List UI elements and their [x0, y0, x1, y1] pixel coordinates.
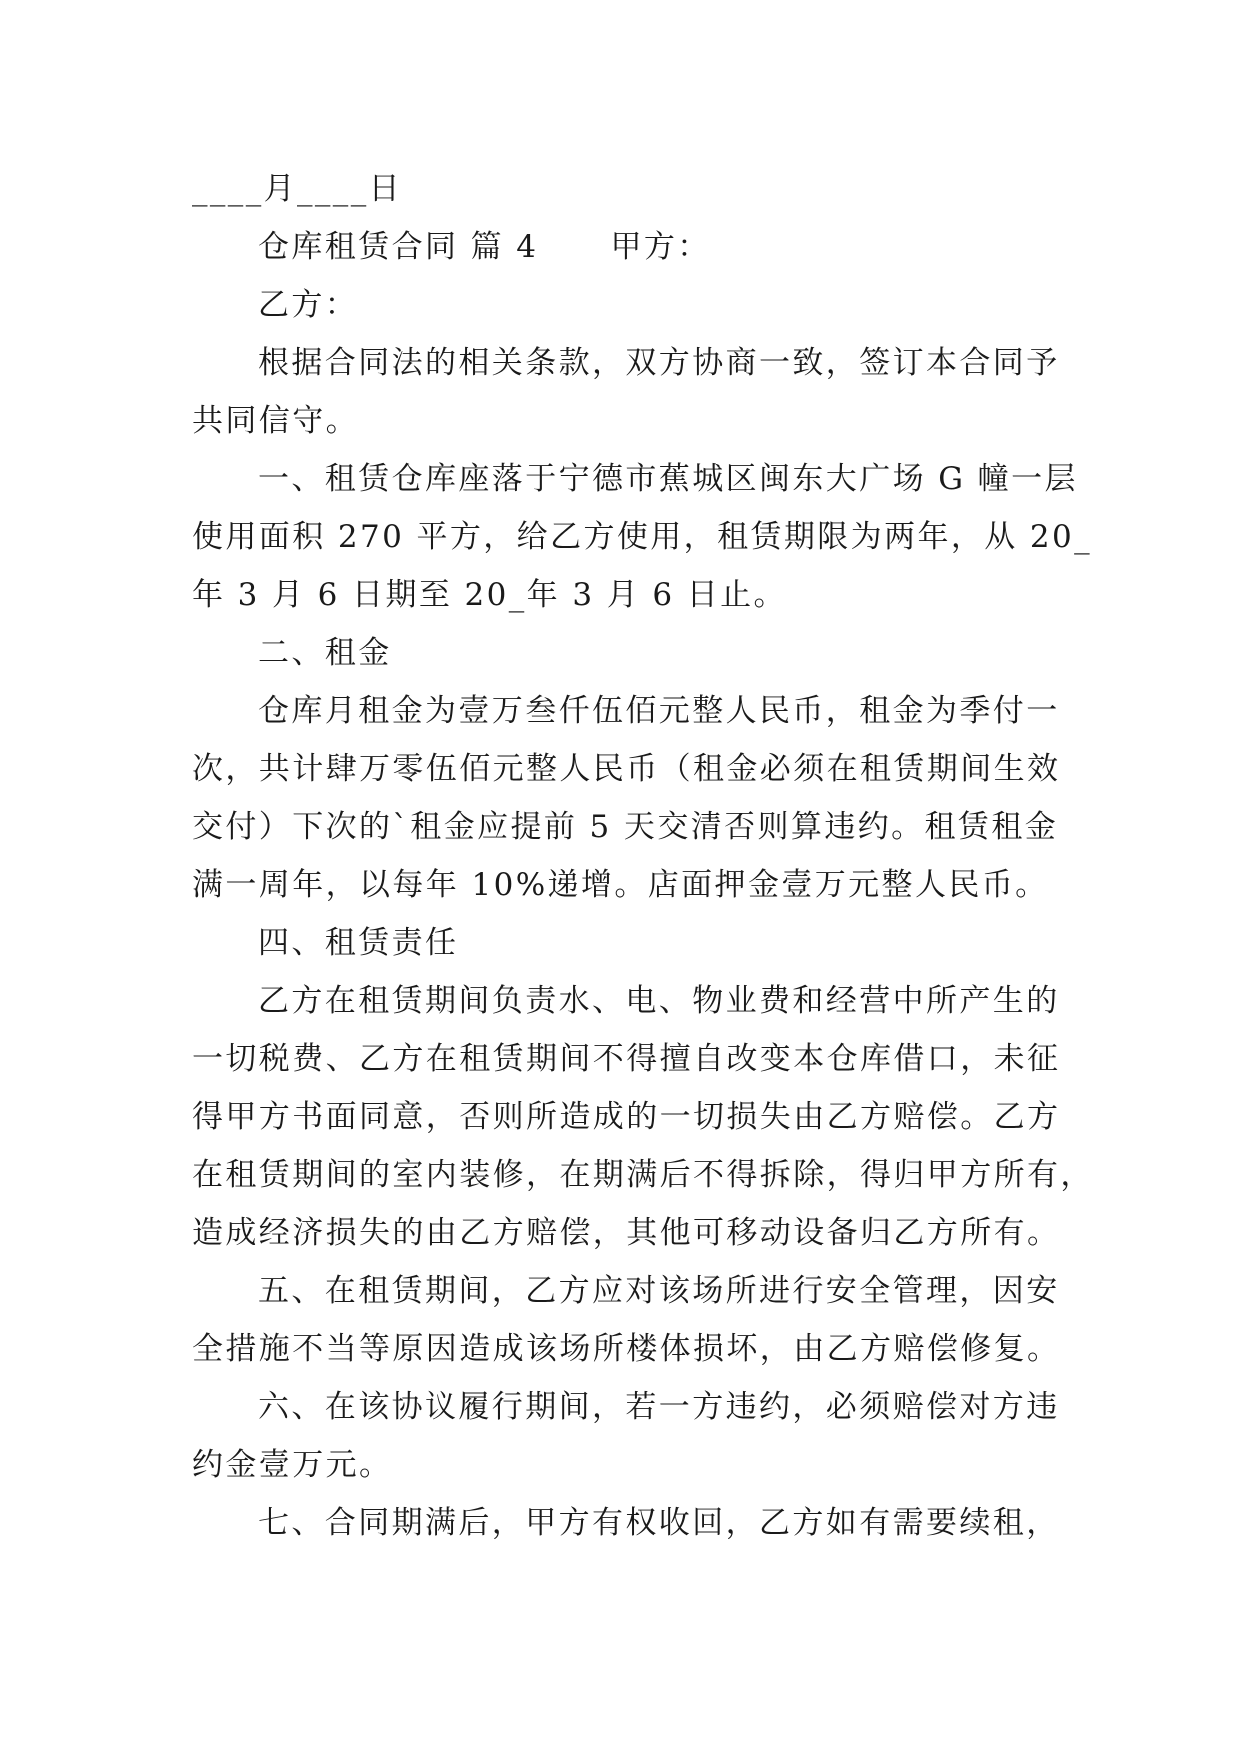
- paragraph-line: 得甲方书面同意，否则所造成的一切损失由乙方赔偿。乙方: [192, 1099, 1061, 1135]
- paragraph-line: 乙方在租赁期间负责水、电、物业费和经营中所产生的: [258, 983, 1060, 1019]
- paragraph-line: 一切税费、乙方在租赁期间不得擅自改变本仓库借口，未征: [192, 1041, 1061, 1077]
- paragraph-line: 乙方：: [258, 287, 359, 323]
- paragraph-line: 共同信守。: [192, 403, 359, 439]
- paragraph-line: 七、合同期满后，甲方有权收回，乙方如有需要续租，: [258, 1505, 1060, 1541]
- paragraph-line: 根据合同法的相关条款，双方协商一致，签订本合同予: [258, 345, 1060, 381]
- date-line: ____月____日: [192, 171, 402, 207]
- paragraph-line: 五、在租赁期间，乙方应对该场所进行安全管理，因安: [258, 1273, 1060, 1309]
- paragraph-line: 仓库月租金为壹万叁仟伍佰元整人民币，租金为季付一: [258, 693, 1060, 729]
- party-a-label: 甲方：: [610, 229, 711, 265]
- paragraph-line: 使用面积 270 平方，给乙方使用，租赁期限为两年，从 20_: [192, 519, 1093, 555]
- paragraph-line: 满一周年，以每年 10%递增。店面押金壹万元整人民币。: [192, 867, 1049, 903]
- section-heading: 二、租金: [258, 635, 392, 671]
- contract-text: [192, 160, 1094, 1552]
- section-heading: 四、租赁责任: [258, 925, 459, 961]
- paragraph-line: 全措施不当等原因造成该场所楼体损坏，由乙方赔偿修复。: [192, 1331, 1061, 1367]
- paragraph-line: 一、租赁仓库座落于宁德市蕉城区闽东大广场 G 幢一层: [258, 461, 1078, 497]
- paragraph-line: 交付）下次的`租金应提前 5 天交清否则算违约。租赁租金: [192, 809, 1059, 845]
- heading-line: [192, 218, 1062, 276]
- paragraph-line: 次，共计肆万零伍佰元整人民币（租金必须在租赁期间生效: [192, 751, 1061, 787]
- paragraph-line: 六、在该协议履行期间，若一方违约，必须赔偿对方违: [258, 1389, 1060, 1425]
- contract-heading: 仓库租赁合同 篇 4: [258, 229, 539, 265]
- paragraph-line: 造成经济损失的由乙方赔偿，其他可移动设备归乙方所有。: [192, 1215, 1061, 1251]
- paragraph-line: 约金壹万元。: [192, 1447, 393, 1483]
- paragraph-line: 年 3 月 6 日期至 20_年 3 月 6 日止。: [192, 577, 787, 613]
- paragraph-line: 在租赁期间的室内装修，在期满后不得拆除，得归甲方所有，: [192, 1157, 1094, 1193]
